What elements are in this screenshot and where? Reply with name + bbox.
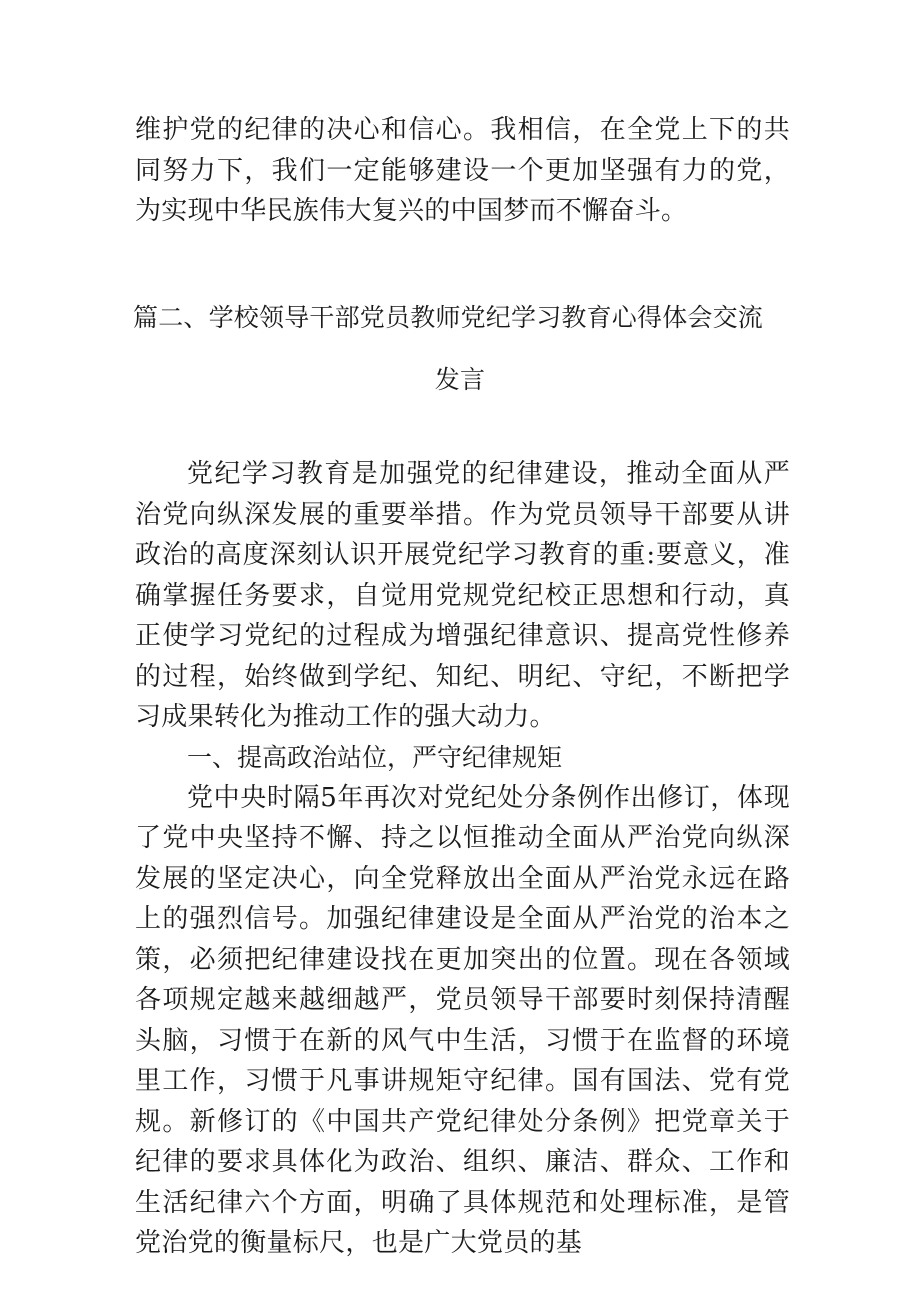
intro-block: [135, 110, 790, 232]
article-title-line1: 篇二、学校领导干部党员教师党纪学习教育心得体会交流: [133, 303, 764, 332]
intro-paragraph: 维护党的纪律的决心和信心。我相信，在全党上下的共同努力下，我们一定能够建设一个更加坚强有力的党，为实现中华民族伟大复兴的中国梦而不懈奋斗。: [135, 115, 790, 226]
section-heading-1: 一、提高政治站位，严守纪律规矩: [187, 742, 563, 772]
article-body: [135, 454, 790, 1264]
body-paragraph-2: 党中央时隔5年再次对党纪处分条例作出修订，体现了党中央坚持不懈、持之以恒推动全面从严治党向纵深发展的坚定决心，向全党释放出全面从严治党永远在路上的强烈信号。加强纪律建设是全面从严治党的治本之策，必须把纪律建设找在更加突出的位置。现在各领域各项规定越来越细越严，党员领导干部要时刻保持清醒头脑，习惯于在新的风气中生活，习惯于在监督的环境里工作，习惯于凡事讲规矩守纪律。国有国法、党有党规。新修订的《中国共产党纪律处分条例》把党章关于纪律的要求具体化为政治、组织、廉洁、群众、工作和生活纪律六个方面，明确了具体规范和处理标准，是管党治党的衡量标尺，也是广大党员的基: [135, 782, 790, 1258]
article-title-line2: 发言: [434, 365, 486, 394]
body-paragraph-1: 党纪学习教育是加强党的纪律建设，推动全面从严治党向纵深发展的重要举措。作为党员领导干部要从讲政治的高度深刻认识开展党纪学习教育的重:要意义，准确掌握任务要求，自觉用党规党纪校正思想和行动，真正使学习党纪的过程成为增强纪律意识、提高党性修养的过程，始终做到学纪、知纪、明纪、守纪，不断把学习成果转化为推动工作的强大动力。: [135, 459, 790, 732]
